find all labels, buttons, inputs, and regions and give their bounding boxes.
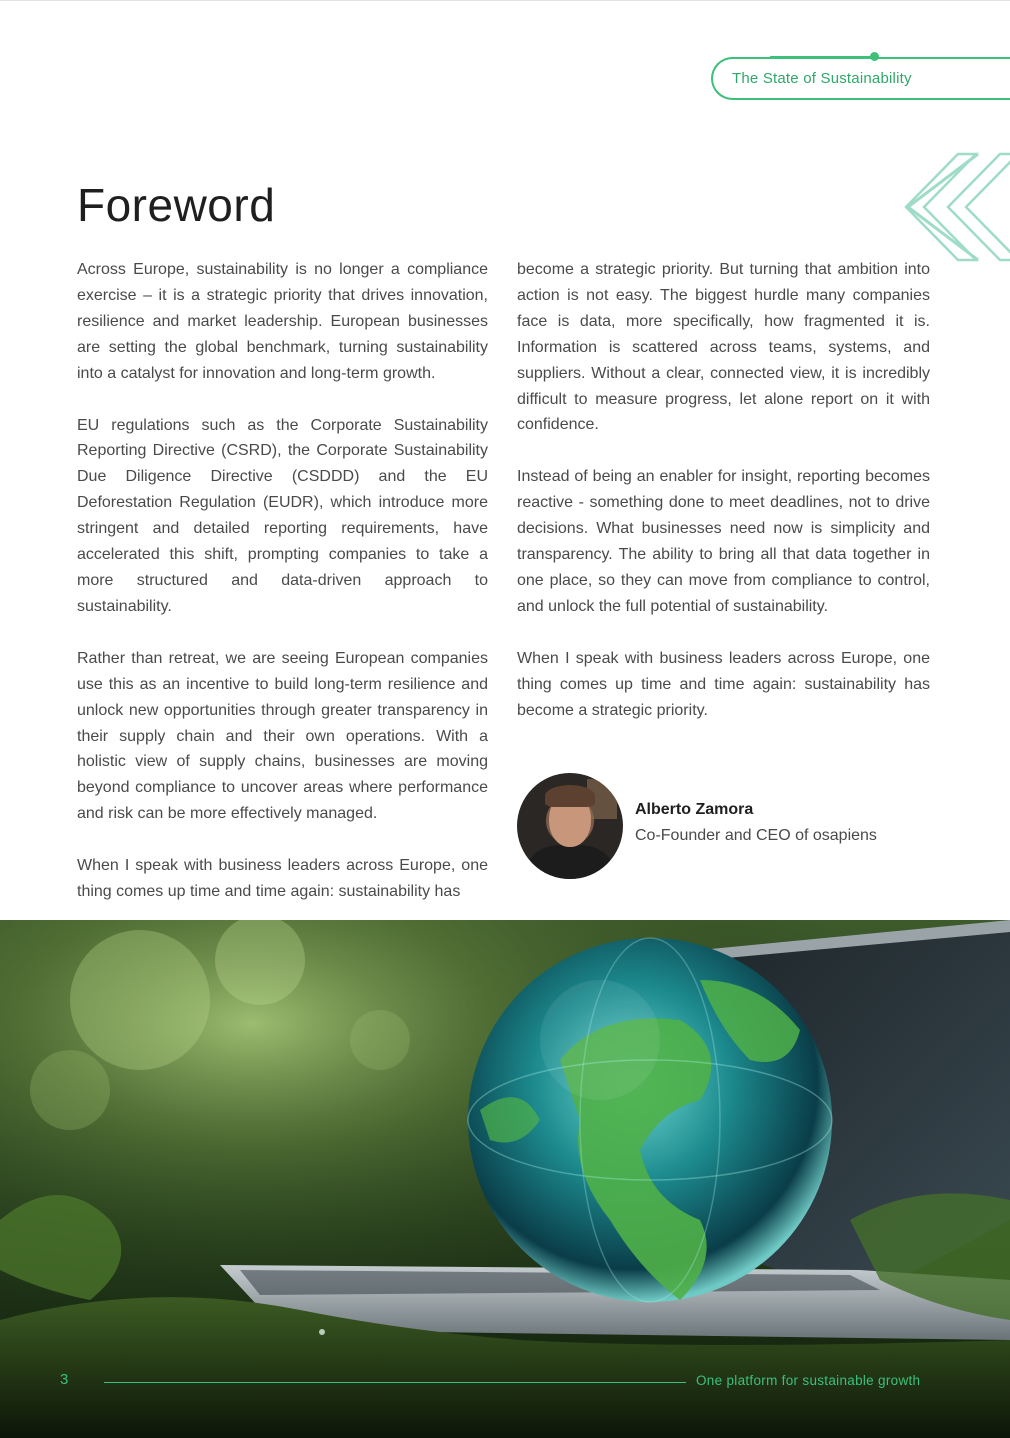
top-border: [0, 0, 1010, 1]
page-title: Foreword: [77, 179, 276, 231]
left-column: [77, 257, 488, 905]
author-block: [517, 773, 877, 879]
paragraph: become a strategic priority. But turning that ambition into action is not easy. The biggest hurdle many companies face is data, more specifically, how fragmented it is. Information is scattered across teams, systems, and suppliers. Without a clear, connected view, it is incredibly difficult to measure progress, let alone report on it with confidence.: [517, 261, 930, 434]
avatar: [517, 773, 623, 879]
paragraph: Across Europe, sustainability is no longer a compliance exercise – it is a strategic priority that drives innovation, resilience and market leadership. European businesses are setting the global benchmark, turning sustainability into a catalyst for innovation and long-term growth.: [77, 261, 488, 382]
hero-image-globe-laptop: [0, 920, 1010, 1438]
paragraph: Rather than retreat, we are seeing European companies use this as an incentive to build long-term resilience and unlock new opportunities through greater transparency in their supply chain and their own operations. With a holistic view of supply chains, businesses are moving beyond compliance to uncover areas where performance and risk can be more effectively managed.: [77, 649, 488, 823]
author-info: [635, 797, 877, 849]
section-tag: [711, 57, 1010, 100]
footer-divider: [104, 1382, 686, 1383]
author-role: Co-Founder and CEO of osapiens: [635, 827, 877, 844]
paragraph: Instead of being an enabler for insight, reporting becomes reactive - something done to meet deadlines, not to drive decisions. What businesses need now is simplicity and transparency. The ability to bring all that data together in one place, so they can move from compliance to control, and unlock the full potential of sustainability.: [517, 468, 930, 615]
footer-tagline: One platform for sustainable growth: [696, 1373, 921, 1388]
section-tag-label: The State of Sustainability: [732, 70, 912, 87]
right-column: [517, 257, 930, 724]
double-chevron-left-icon: [900, 150, 1010, 265]
paragraph: When I speak with business leaders across Europe, one thing comes up time and time again: sustainability has become a strategic priority.: [517, 649, 930, 719]
page-number: 3: [60, 1371, 69, 1388]
author-name: Alberto Zamora: [635, 801, 754, 818]
paragraph: EU regulations such as the Corporate Sustainability Reporting Directive (CSRD), the Corporate Sustainability Due Diligence Directive (CSDDD) and the EU Deforestation Regulation (EUDR), which introduce more stringent and detailed reporting requirements, have accelerated this shift, prompting companies to take a more structured and data-driven approach to sustainability.: [77, 416, 488, 615]
paragraph: When I speak with business leaders across Europe, one thing comes up time and time again: sustainability has: [77, 857, 488, 901]
